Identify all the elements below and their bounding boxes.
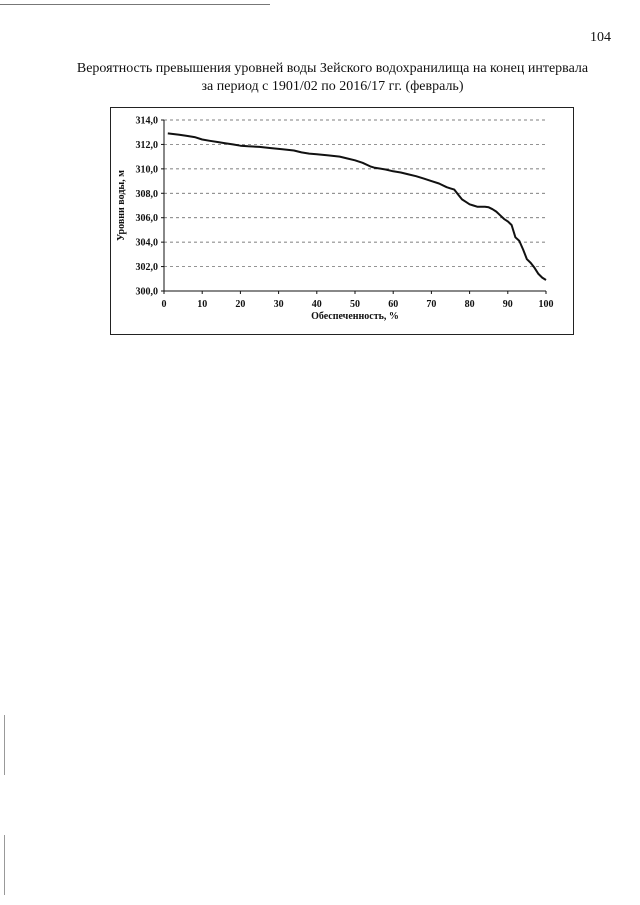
y-tick-label: 314,0 [135,115,158,127]
y-tick-label: 306,0 [135,213,158,225]
x-tick-label: 30 [273,299,284,310]
x-tick-labels [162,299,554,310]
page-number: 104 [590,30,611,45]
x-tick-label: 0 [161,299,167,310]
series-line [168,133,546,280]
scan-margin-mark [4,715,5,775]
scan-margin-mark [4,835,5,895]
scan-top-rule [0,4,270,5]
chart-title-block [60,60,605,96]
x-tick-label: 60 [388,299,399,310]
y-tick-label: 308,0 [135,188,158,200]
x-tick-label: 20 [235,299,246,310]
x-tick-label: 50 [350,299,360,310]
x-tick-label: 40 [311,299,322,310]
y-tick-labels [136,116,159,298]
x-tick-label: 90 [502,299,513,310]
x-tick-label: 10 [197,299,208,310]
series-layer [168,133,546,280]
y-tick-label: 302,0 [135,262,158,274]
y-axis-label: Уровни воды, м [116,170,127,241]
chart-title-line-1: Вероятность превышения уровней воды Зейского водохранилища на конец интервала [76,61,589,76]
y-tick-label: 300,0 [135,286,158,298]
y-tick-label: 304,0 [135,237,158,249]
y-tick-label: 310,0 [135,164,158,176]
y-tick-label: 312,0 [135,139,158,151]
chart-title-line-2: за период с 1901/02 по 2016/17 гг. (февраль) [201,79,464,94]
x-tick-label: 100 [538,299,554,310]
grid-lines [164,120,546,291]
water-level-chart [110,107,574,335]
x-tick-label: 80 [464,299,475,310]
x-tick-label: 70 [426,299,437,310]
x-axis-label: Обеспеченность, % [311,311,399,322]
